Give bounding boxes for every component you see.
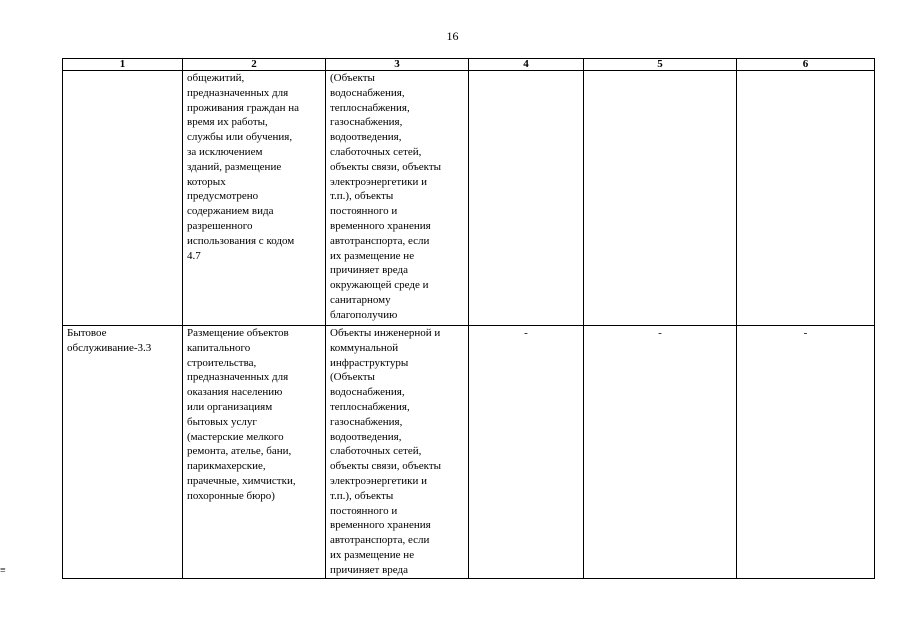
column-header: 5 xyxy=(584,59,737,71)
table-cell: (Объекты водоснабжения, теплоснабжения, газоснабжения, водоотведения, слаботочных сетей, объекты связи, объекты электроэнергетики и т.п.), объекты постоянного и временного хранения автотранспорта, если их размещение не причиняет вреда окружающей среде и санитарному благополучию xyxy=(326,71,469,326)
page-number: 16 xyxy=(446,29,459,43)
table-cell xyxy=(584,71,737,326)
column-header: 3 xyxy=(326,59,469,71)
table-cell: Размещение объектов капитального строительства, предназначенных для оказания населению или организациям бытовых услуг (мастерские мелкого ремонта, ателье, бани, парикмахерские, прачечные, химчистки, похоронные бюро) xyxy=(183,326,326,579)
table-row xyxy=(63,71,875,326)
table-row xyxy=(63,326,875,579)
table-cell: Объекты инженерной и коммунальной инфраструктуры (Объекты водоснабжения, теплоснабжения, газоснабжения, водоотведения, слаботочных сетей, объекты связи, объекты электроэнергетики и т.п.), объекты постоянного и временного хранения автотранспорта, если их размещение не причиняет вреда xyxy=(326,326,469,579)
table-cell xyxy=(469,71,584,326)
table-cell: - xyxy=(737,326,875,579)
land-use-table xyxy=(62,58,875,579)
column-header: 2 xyxy=(183,59,326,71)
table-cell xyxy=(63,71,183,326)
table-cell: общежитий, предназначенных для проживания граждан на время их работы, службы или обучения, за исключением зданий, размещение которых предусмотрено содержанием вида разрешенного использования с кодом 4.7 xyxy=(183,71,326,326)
table-cell: - xyxy=(469,326,584,579)
table-header-row xyxy=(63,59,875,71)
table-cell xyxy=(737,71,875,326)
column-header: 4 xyxy=(469,59,584,71)
table-cell: Бытовое обслуживание-3.3 xyxy=(63,326,183,579)
margin-mark: ≡ xyxy=(0,565,6,576)
column-header: 1 xyxy=(63,59,183,71)
column-header: 6 xyxy=(737,59,875,71)
table-cell: - xyxy=(584,326,737,579)
